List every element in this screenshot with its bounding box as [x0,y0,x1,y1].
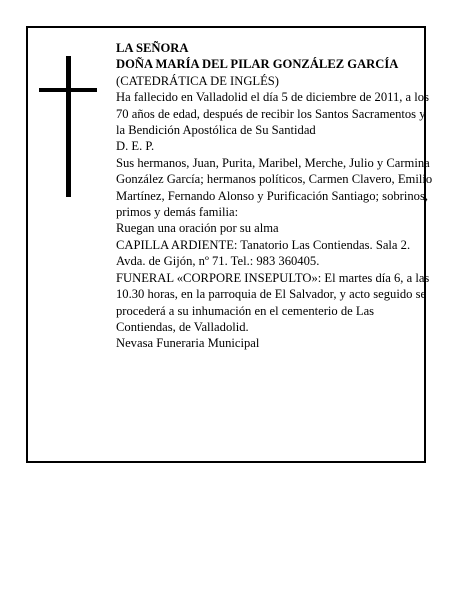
chapel-info: CAPILLA ARDIENTE: Tanatorio Las Contiendas. Sala 2. Avda. de Gijón, nº 71. Tel.: 983 360405. [116,237,411,269]
cross-vertical-bar [66,56,71,197]
cross-horizontal-bar [39,88,97,92]
deceased-profession: (CATEDRÁTICA DE INGLÉS) [116,73,280,88]
prayer-request: Ruegan una oración por su alma [116,221,279,236]
death-notice [26,26,433,463]
deceased-name: DOÑA MARÍA DEL PILAR GONZÁLEZ GARCÍA [116,57,399,72]
death-statement: Ha fallecido en Valladolid el día 5 de diciembre de 2011, a los 70 años de edad, después de recibir los Santos Sacramentos y la Bendición Apostólica de Su Santidad [116,90,429,138]
funeral-home: Nevasa Funeraria Municipal [116,336,260,351]
notice-body [116,40,434,352]
funeral-info: FUNERAL «CORPORE INSEPULTO»: El martes día 6, a las 10.30 horas, en la parroquia de El Salvador, y acto seguido se procederá a su inhumación en el cementerio de Las Contiendas, de Valladolid. [116,270,430,334]
dep-text: D. E. P. [116,139,155,154]
family-list: Sus hermanos, Juan, Purita, Maribel, Merche, Julio y Carmina González García; hermanos políticos, Carmen Clavero, Emilio Martínez, Fernando Alonso y Purificación Santiago; sobrinos, primos y demás familia: [116,155,433,220]
header-title: LA SEÑORA [116,41,189,55]
